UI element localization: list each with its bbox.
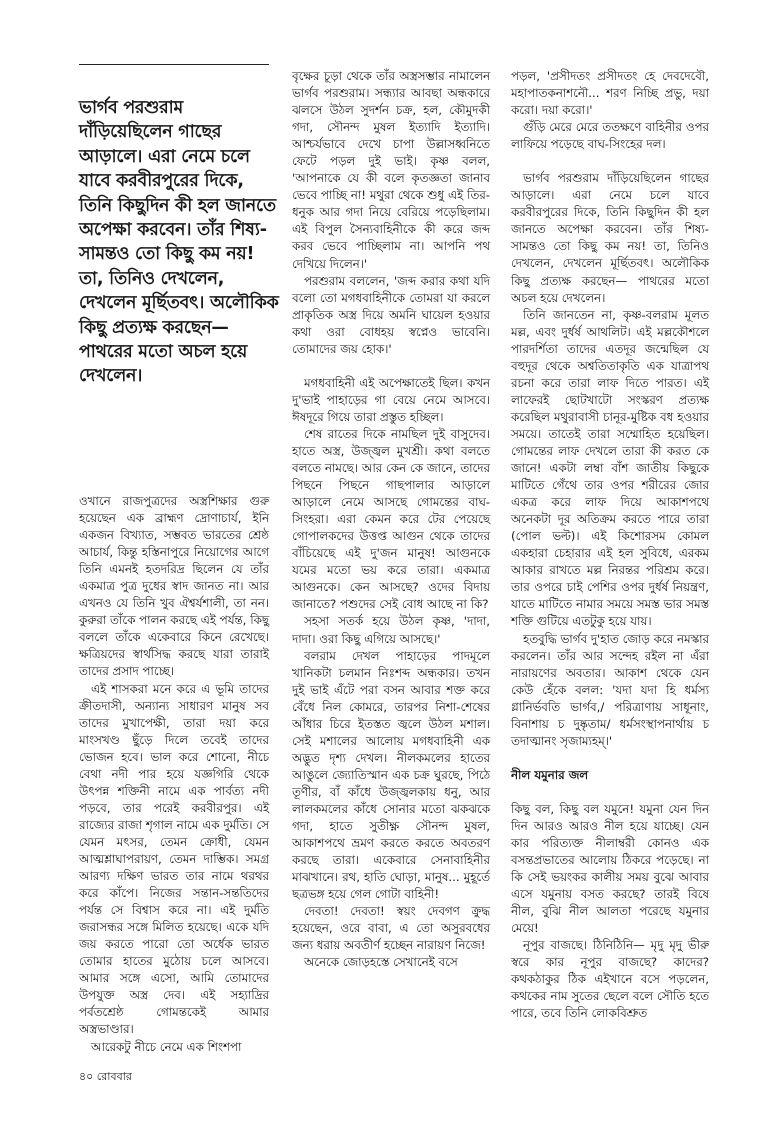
column-2: [292, 68, 490, 971]
paragraph: নূপুর বাজছে। ঠিনিঠিনি— মৃদু মৃদু ভীরু স্বরে কার নূপুর বাজছে? কাদের? কথকঠাকুর ঠিক এইখানে বসে পড়লেন, কথকের নাম সুতের ছেলে বলে সৌতি হতে পারে, তবে তিনি লোকবিশ্রুত: [511, 938, 709, 1021]
paragraph: সহসা সতর্ক হয়ে উঠল কৃষ্ণ, 'দাদা, দাদা। ওরা কিছু এগিয়ে আসছে।': [292, 614, 490, 646]
paragraph: অনেকে জোড়হস্তে সেখানেই বসে: [304, 955, 458, 970]
paragraph: শেষ রাতের দিকে নামছিল দুই বাসুদেব। হাতে অস্ত্র, উজ্জ্বল মুখশ্রী। কথা বলতে বলতে নামছে। আর কেন কে জানে, তাদের পিছনে পিছনে গাছপালার আড়ালে আড়ালে নেমে আসছে গোমন্তের বাঘ-সিংহরা। এরা কেমন করে টের পেয়েছে গোপালকদের উত্তপ্ত আগুন থেকে তাদের বাঁচিয়েছে এই দু'জন মানুষ! আগুনকে যমের মতো ভয় করে তারা। একমাত্র আগুনকে। কেন আসছে? ওদের বিদায় জানাতে? পশুদের সেই বোধ আছে না কি?: [292, 426, 490, 612]
page-footer: ৪০ রোববার: [79, 1070, 132, 1083]
column-1: [79, 493, 269, 1056]
paragraph: বৃক্ষের চূড়া থেকে তাঁর অস্ত্রসম্ভার নামালেন ভার্গব পরশুরাম। সন্ধ্যার আবছা অন্ধকারে ঝলসে উঠল সুদর্শন চক্র, হল, কৌমুদকী গদা, সৌনন্দ মুষল ইত্যাদি ইত্যাদি। আশ্চর্যভাবে দেখে চাপা উল্লাসধ্বনিতে ফেটে পড়ল দুই ভাই। কৃষ্ণ বলল, 'আপনাকে যে কী বলে কৃতজ্ঞতা জানাব ভেবে পাচ্ছি না! মথুরা থেকে শুধু এই তির-ধনুক আর গদা নিয়ে বেরিয়ে পড়েছিলাম। এই বিপুল সৈন্যবাহিনীকে কী করে জব্দ করব ভেবে পাচ্ছিলাম না। আপনি পথ দেখিয়ে দিলেন।': [292, 69, 490, 271]
paragraph: কিছু বল, কিছু বল যমুনে! যমুনা যেন দিন দিন আরও আরও নীল হয়ে যাচ্ছে। যেন কার পরিত্যক্ত নীলাম্বরী কোনও এক বসন্তপ্রভাতের আলোয় ঠিকরে পড়েছে। না কি সেই ভয়ংকর কালীয় সময় বুঝে আবার এসে যমুনায় বসত করছে? তারই বিষে নীল, বুঝি নীল আলতা পরেছে যমুনার মেয়ে!: [511, 801, 709, 936]
paragraph: গুঁড়ি মেরে মেরে ততক্ষণে বাহিনীর ওপর লাফিয়ে পড়েছে বাঘ-সিংহের দল।: [511, 120, 709, 152]
paragraph: পড়ল, 'প্রসীদতং প্রসীদতং হে দেবদেবৌ, মহাপাতকনাশনৌ... শরণ নিচ্ছি প্রভু, দয়া করো। দয়া করো।': [511, 69, 709, 118]
column-3: [511, 68, 709, 1022]
section-subheading: নীল যমুনার জল: [511, 767, 589, 782]
paragraph: এই শাসকরা মনে করে এ ভূমি তাদের ক্রীতদাসী, অন্যান্য সাধারণ মানুষ সব তাদের মুখাপেক্ষী, তারা দয়া করে মাংসখণ্ড ছুঁড়ে দিলে তবেই তাদের ভোজন হবে। ভাল করে শোনো, নীচে বেথা নদী পার হয়ে যজ্ঞগিরি থেকে উৎপন্ন শক্তিনী নামে এক পার্বত্য নদী পড়বে, তার পরেই করবীরপুর। এই রাজ্যের রাজা শৃগাল নামে এক দুর্মতি। সে যেমন মৎসর, তেমন ক্রোধী, যেমন আত্মশ্লাঘাপরায়ণ, তেমন দাম্ভিক। সমগ্র আরণ্য দক্ষিণ ভারত তার নামে থরথর করে কাঁপে। নিজের সন্তান-সন্ততিদের পর্যন্ত সে বিশ্বাস করে না। এই দুর্মতি জরাসন্ধর সঙ্গে মিলিত হয়েছে। একে যদি জয় করতে পারো তো অর্ধেক ভারত তোমার হাতের মুঠোয় চলে আসবে। আমার সঙ্গে এসো, আমি তোমাদের উপযুক্ত অস্ত্র দেব। এই সহ্যাদ্রির পর্বতশ্রেষ্ঠ গোমন্তকেই আমার অস্ত্রভাণ্ডার।: [79, 681, 269, 1037]
paragraph: ওখানে রাজপুত্রদের অস্ত্রশিক্ষার গুরু হয়েছেন এক ব্রাহ্মণ দ্রোণাচার্য, ইনি একজন বিখ্যাত, সম্ভবত ভারতের শ্রেষ্ঠ আচার্য, কিন্তু হস্তিনাপুরে নিয়োগের আগে তিনি এমনই হতদরিদ্র ছিলেন যে তাঁর একমাত্র পুত্র দুধের স্বাদ জানত না। আর এখনও যে তিনি খুব ঐশ্বর্যশালী, তা নন। কুরুরা তাঁকে পালন করছে এই পর্যন্ত, কিছু বললে তাঁকে একেবারে কিনে রেখেছে। ক্ষত্রিয়দের স্বার্থসিদ্ধ করছে যারা তারাই তাদের প্রসাদ পাচ্ছে।: [79, 494, 269, 679]
paragraph: মগধবাহিনী এই অপেক্ষাতেই ছিল। কখন দু'ভাই পাহাড়ের গা বেয়ে নেমে আসবে। ঈষদূরে গিয়ে তারা প্রস্তুত হচ্ছিল।: [292, 375, 490, 424]
pull-quote: ভার্গব পরশুরাম দাঁড়িয়েছিলেন গাছের আড়ালে। এরা নেমে চলে যাবে করবীরপুরের দিকে, তিনি কিছুদিন কী হল জানতে অপেক্ষা করবেন। তাঁর শিষ্য-সামন্তও তো কিছু কম নয়! তা, তিনিও দেখলেন, দেখলেন মূর্ছিতবৎ। অলৌকিক কিছু প্রত্যক্ষ করছেন— পাথরের মতো অচল হয়ে দেখলেন।: [79, 98, 279, 387]
paragraph: তিনি জানতেন না, কৃষ্ণ-বলরাম মূলত মল্ল, এবং দুর্ধর্ষ আথলিট। এই মল্লকৌশলে পারদর্শিতা তাদের এতদূর জন্মেছিল যে বহুদূর থেকে অশ্বতিতাকৃতি এক যাত্রাপথ রচনা করে তারা লাফ দিতে পারত। এই লাফেরই ছোটখাটো সংস্করণ প্রত্যক্ষ করেছিল মথুরাবাসী চানূর-মুষ্টিক বধ হওয়ার সময়ে। তাতেই তারা সম্মোহিত হয়েছিল। গোমন্তের লাফ দেখলে তারা কী করত কে জানে! একটা লম্বা বাঁশ জাতীয় কিছুকে মাটিতে গেঁথে তার ওপর শরীরের জোর একত্র করে লাফ দিয়ে আকাশপথে অনেকটা দূর অতিক্রম করতে পারে তারা (পোল ভল্ট)। এই কিশোরসম কোমল একহারা চেহারার এই হল সুবিধে, এরকম আকার রাখতে মল্ল নিরন্তর পরিশ্রম করে। তার ওপরে চাই পেশির ওপর দুর্ধর্ষ নিয়ন্ত্রণ, যাতে মাটিতে নামার সময়ে সমস্ত ভার সমস্ত শক্তি গুটিয়ে এতটুকু হয়ে যায়।: [511, 307, 709, 629]
paragraph: পরশুরাম বললেন, 'জব্দ করার কথা যদি বলো তো মগধবাহিনীকে তোমরা যা করলে প্রাকৃতিক অস্ত্র দিয়ে অমনি ঘায়েল হওয়ার কথা ওরা বোধহয় স্বপ্নেও ভাবেনি। তোমাদের জয় হোক।': [292, 273, 490, 356]
paragraph: দেবতা! দেবতা! স্বয়ং দেবগণ ক্রুদ্ধ হয়েছেন, ওরে বাবা, এ তো অসুরবধের জন্য ধরায় অবতীর্ণ হচ্ছেন নারায়ণ নিজে!: [292, 904, 490, 953]
paragraph: হতবুদ্ধি ভার্গব দু'হাত জোড় করে নমস্কার করলেন। তাঁর আর সন্দেহ রইল না এঁরা নারায়ণের অবতার। আকাশ থেকে যেন কেউ হেঁকে বলল: 'যদা যদা হি ধর্মস্য গ্লানির্ভবতি ভার্গব,/ পরিত্রাণায় সাধূনাং, বিনাশায় চ দুষ্কৃতাম/ ধর্মসংস্থাপনার্থায় চ তদাত্মানং সৃজাম্যহম্‌।': [511, 631, 709, 748]
paragraph: বলরাম দেখল পাহাড়ের পাদমূলে খানিকটা চলমান নিঃশব্দ অন্ধকার। তখন দুই ভাই এঁটে পরা বসন আবার শক্ত করে বেঁধে নিল কোমরে, তারপর নিশা-শেষের আঁধার চিরে ইতস্তত জ্বলে উঠল মশাল। সেই মশালের আলোয় মগধবাহিনী এক অদ্ভুত দৃশ্য দেখল। নীলকমলের হাতের আঙুলে জ্যোতিস্মান এক চক্র ঘুরছে, পিঠে তূণীর, বাঁ কাঁধে উজ্জ্বলকায় ধনু, আর লালকমলের কাঁধে সোনার মতো ঝকঝকে গদা, হাতে সুতীক্ষ্ণ সৌনন্দ মুষল, আকাশপথে ভ্রমণ করতে করতে অবতরণ করছে তারা। একেবারে সেনাবাহিনীর মাঝখানে। রথ, হাতি ঘোড়া, মানুষ... মুহূর্তে ছত্রভঙ্গ হয়ে গেল গোটা বাহিনী!: [292, 648, 490, 902]
paragraph: ভার্গব পরশুরাম দাঁড়িয়েছিলেন গাছের আড়ালে। এরা নেমে চলে যাবে করবীরপুরের দিকে, তিনি কিছুদিন কী হল জানতে অপেক্ষা করবেন। তাঁর শিষ্য-সামন্তও তো কিছু কম নয়! তা, তিনিও দেখলেন, দেখলেন মূর্ছিতবৎ। অলৌকিক কিছু প্রত্যক্ষ করছেন— পাথরের মতো অচল হয়ে দেখলেন।: [511, 171, 709, 305]
pull-quote-rule: [79, 64, 269, 65]
paragraph: আরেকটু নীচে নেমে এক শিংশপা: [91, 1039, 242, 1054]
